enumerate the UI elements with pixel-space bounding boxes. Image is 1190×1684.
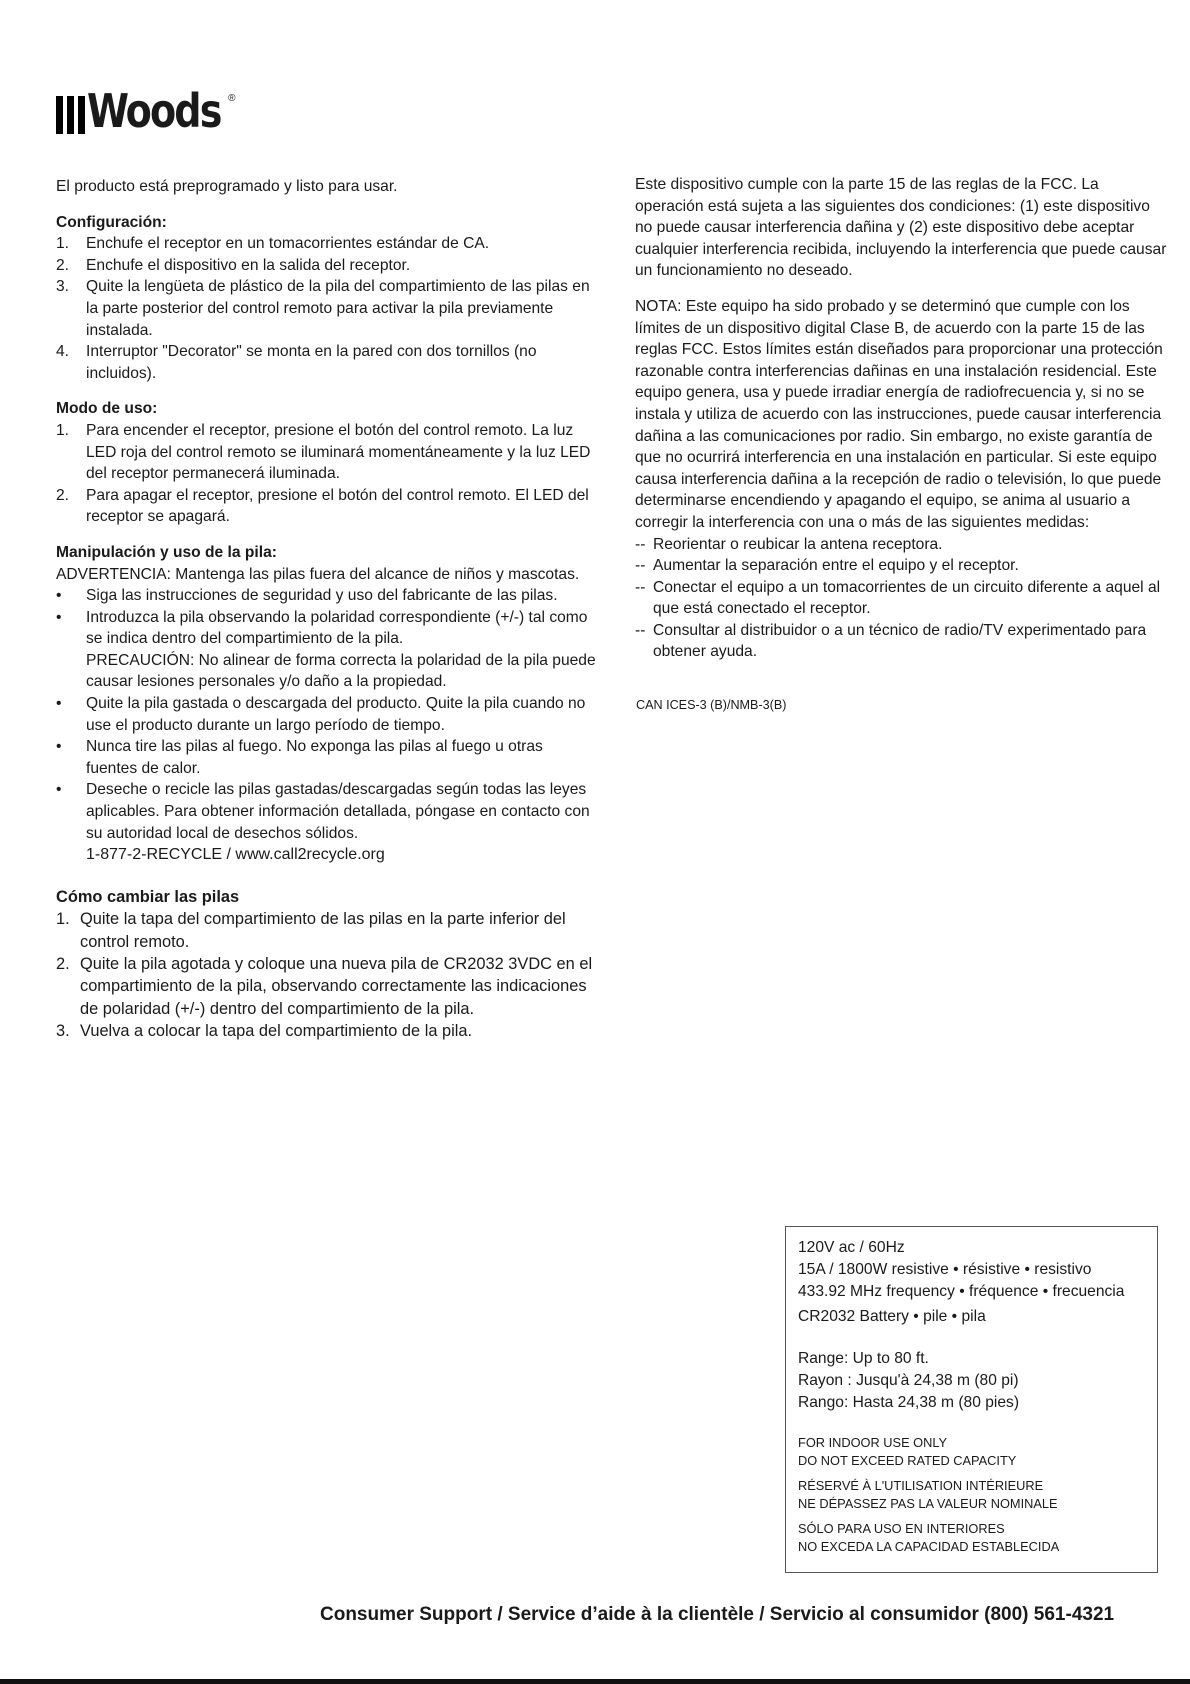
list-item: -- Conectar el equipo a un tomacorrientes de un circuito diferente a aquel al que está conectado el receptor. bbox=[635, 578, 1161, 618]
list-item: -- Consultar al distribuidor o a un técnico de radio/TV experimentado para obtener ayuda. bbox=[635, 621, 1147, 661]
consumer-support-line: Consumer Support / Service d’aide à la clientèle / Servicio al consumidor (800) 561-4321 bbox=[320, 1604, 1115, 1625]
spec-box bbox=[785, 1226, 1158, 1573]
list-item: • Nunca tire las pilas al fuego. No exponga las pilas al fuego u otras fuentes de calor. bbox=[56, 738, 543, 777]
fcc-statement: Este dispositivo cumple con la parte 15 de las reglas de la FCC. La operación está sujeta a las siguientes dos condiciones: (1) este dispositivo no puede causar interferencia dañina y (2) este dispositivo debe aceptar cualquier interferencia recibida, incluyendo la interferencia que puede causar un funcionamiento no deseado. bbox=[635, 176, 1167, 280]
list-item: • Introduzca la pila observando la polaridad correspondiente (+/-) tal como se indica dentro del compartimiento de la pila. PRECAUCIÓN: No alinear de forma correcta la polaridad de la pila puede causar lesiones personales y/o daño a la propiedad. bbox=[56, 608, 596, 691]
battery-warning: ADVERTENCIA: Mantenga las pilas fuera del alcance de niños y mascotas. bbox=[56, 565, 580, 583]
list-item: • Quite la pila gastada o descargada del producto. Quite la pila cuando no use el producto durante un largo período de tiempo. bbox=[56, 695, 586, 734]
list-item: -- Reorientar o reubicar la antena receptora. bbox=[635, 535, 943, 553]
spec-line: CR2032 Battery • pile • pila bbox=[798, 1308, 986, 1325]
can-ices-label: CAN ICES-3 (B)/NMB-3(B) bbox=[636, 698, 787, 712]
list-item: 1. Para encender el receptor, presione el botón del control remoto. La luz LED roja del control remoto se iluminará momentáneamente y la luz LED del receptor permanecerá iluminada. bbox=[56, 421, 591, 483]
usage-list bbox=[56, 420, 596, 528]
right-column bbox=[635, 174, 1170, 663]
battery-bullets bbox=[56, 585, 596, 866]
spec-line: 15A / 1800W resistive • résistive • resistivo bbox=[798, 1261, 1092, 1278]
range-line: Range: Up to 80 ft. bbox=[798, 1350, 929, 1367]
list-item: 2. Quite la pila agotada y coloque una nueva pila de CR2032 3VDC en el compartimiento de la pila, observando correctamente las indicaciones de polaridad (+/-) dentro del compartimiento de la pila. bbox=[56, 955, 593, 1018]
caution-caps: NO EXCEDA LA CAPACIDAD ESTABLECIDA bbox=[798, 1538, 1060, 1554]
woods-logo bbox=[56, 84, 240, 138]
battery-heading: Manipulación y uso de la pila: bbox=[56, 543, 277, 561]
caution-caps: DO NOT EXCEED RATED CAPACITY bbox=[798, 1452, 1017, 1468]
list-item: 4. Interruptor "Decorator" se monta en la pared con dos tornillos (no incluidos). bbox=[56, 343, 537, 382]
change-heading: Cómo cambiar las pilas bbox=[56, 887, 240, 906]
range-line: Rayon : Jusqu'à 24,38 m (80 pi) bbox=[798, 1372, 1019, 1389]
recycle-contact: 1-877-2-RECYCLE / www.call2recycle.org bbox=[86, 846, 385, 864]
config-heading: Configuración: bbox=[56, 213, 167, 231]
registered-mark: ® bbox=[228, 93, 236, 104]
list-item: 2. Enchufe el dispositivo en la salida del receptor. bbox=[56, 256, 411, 274]
config-list bbox=[56, 233, 596, 384]
list-item: 3. Vuelva a colocar la tapa del compartimiento de la pila. bbox=[56, 1022, 473, 1041]
usage-heading: Modo de uso: bbox=[56, 400, 158, 418]
caution-text: PRECAUCIÓN: No alinear de forma correcta la polaridad de la pila puede causar lesiones personales y/o daño a la propiedad. bbox=[86, 651, 596, 691]
list-item: • Siga las instrucciones de seguridad y uso del fabricante de las pilas. bbox=[56, 587, 558, 605]
list-item: 3. Quite la lengüeta de plástico de la pila del compartimiento de las pilas en la parte posterior del control remoto para activar la pila previamente instalada. bbox=[56, 278, 590, 339]
fcc-note: NOTA: Este equipo ha sido probado y se determinó que cumple con los límites de un dispositivo digital Clase B, de acuerdo con la parte 15 de las reglas FCC. Estos límites están diseñados para proporcionar una protección razonable contra interferencias dañinas en una instalación residencial. Este equipo genera, usa y puede irradiar energía de radiofrecuencia y, si no se instala y utiliza de acuerdo con las instrucciones, puede causar interferencia dañina a las comunicaciones por radio. Sin embargo, no existe garantía de que no ocurrirá interferencia en una instalación en particular. Si este equipo causa interferencia dañina a la recepción de radio o televisión, lo que puede determinarse encendiendo y apagando el equipo, se anima al usuario a corregir la interferencia con una o más de las siguientes medidas: bbox=[635, 297, 1163, 531]
intro-text: El producto está preprogramado y listo para usar. bbox=[56, 178, 398, 195]
logo-bars bbox=[56, 96, 85, 134]
caution-caps: FOR INDOOR USE ONLY bbox=[798, 1435, 948, 1450]
caution-caps: SÓLO PARA USO EN INTERIORES bbox=[798, 1521, 1005, 1536]
spec-line: 433.92 MHz frequency • fréquence • frecuencia bbox=[798, 1283, 1125, 1300]
change-list bbox=[56, 908, 596, 1042]
spec-line: 120V ac / 60Hz bbox=[798, 1239, 905, 1256]
list-item: 1. Quite la tapa del compartimiento de las pilas en la parte inferior del control remoto. bbox=[56, 910, 566, 951]
range-line: Rango: Hasta 24,38 m (80 pies) bbox=[798, 1394, 1020, 1411]
logo-wordmark: Woods bbox=[87, 84, 221, 138]
caution-caps: NE DÉPASSEZ PAS LA VALEUR NOMINALE bbox=[798, 1495, 1058, 1511]
measures-list bbox=[635, 534, 1170, 664]
bottom-rule bbox=[0, 1679, 1190, 1684]
left-column bbox=[56, 176, 596, 1043]
list-item: 1. Enchufe el receptor en un tomacorrientes estándar de CA. bbox=[56, 235, 490, 253]
list-item: -- Aumentar la separación entre el equipo y el receptor. bbox=[635, 557, 1019, 575]
caution-caps: RÉSERVÉ À L'UTILISATION INTÉRIEURE bbox=[798, 1478, 1044, 1493]
list-item: 2. Para apagar el receptor, presione el botón del control remoto. El LED del receptor se apagará. bbox=[56, 486, 589, 526]
list-item: • Deseche o recicle las pilas gastadas/descargadas según todas las leyes aplicables. Para obtener información detallada, póngase en contacto con su autoridad local de desechos sólidos. 1-877-2-RECYCLE / www.call2recycle.org bbox=[56, 781, 590, 864]
